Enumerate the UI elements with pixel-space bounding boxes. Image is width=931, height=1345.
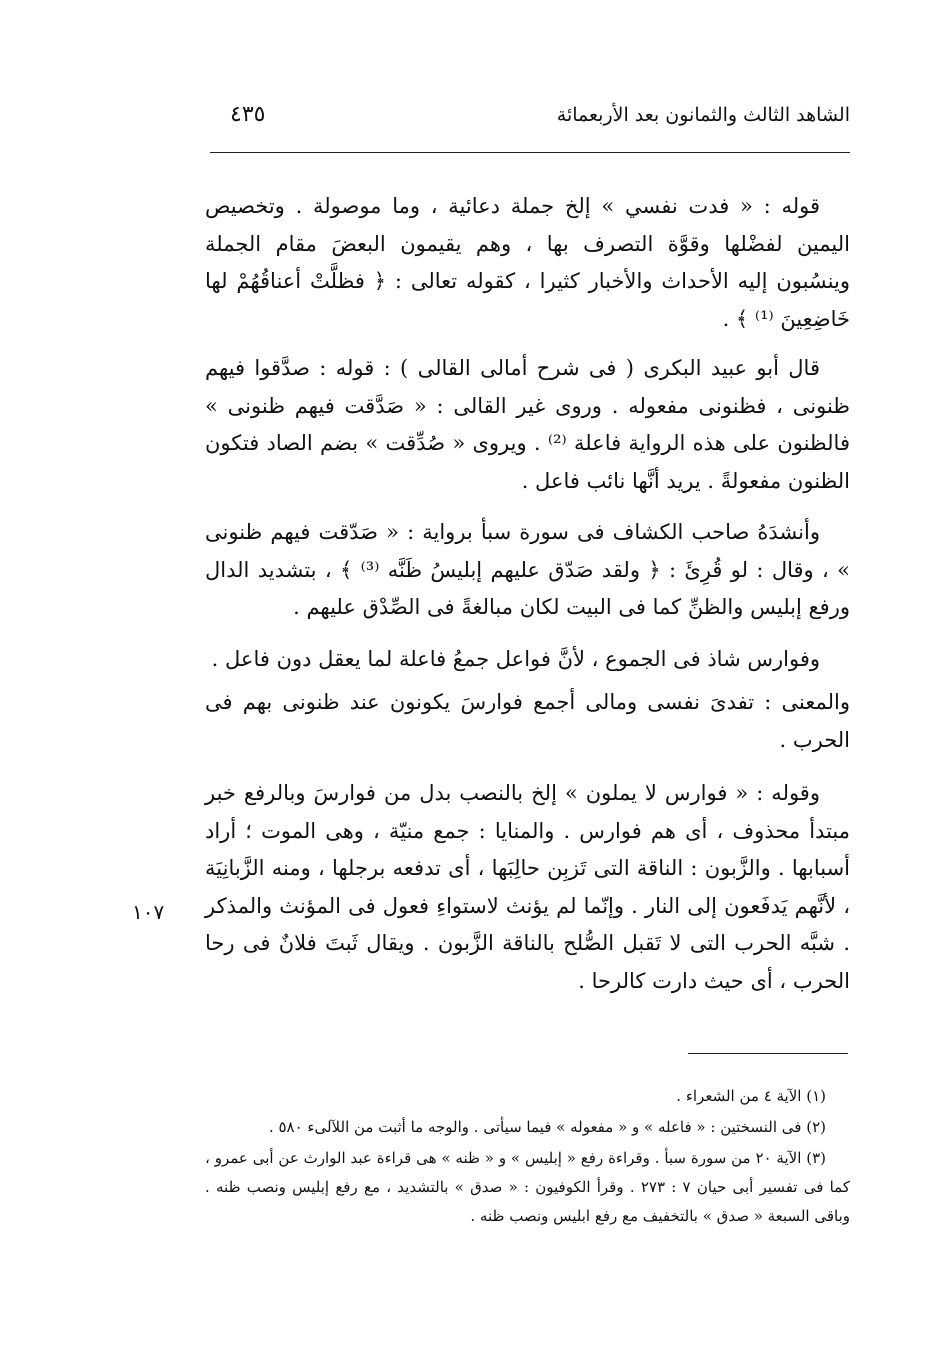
header-rule	[210, 152, 850, 153]
running-title: الشاهد الثالث والثمانون بعد الأربعمائة	[556, 104, 850, 126]
footnotes	[205, 1082, 850, 1233]
paragraph-4: وفوارس شاذ فى الجموع ، لأنَّ فواعل جمعُ فاعلة لما يعقل دون فاعل .	[211, 646, 820, 671]
footnote-3: (٣) الآية ٢٠ من سورة سبأ . وقراءة رفع « إبليس » و « ظنه » هى قراءة عبد الوارث عن أبى عمرو ، كما فى تفسير أبى حيان ٧ : ٢٧٣ . وقرأ الكوفيون : « صدق » بالتشديد ، مع رفع إبليس ونصب ظنه . وباقى السبعة « صدق » بالتخفيف مع رفع ابليس ونصب ظنه .	[205, 1149, 850, 1225]
paragraph-3: وأنشدَهُ صاحب الكشاف فى سورة سبأ برواية : « صَدّقت فيهم ظنونى » ، وقال : لو قُرِئَ : ﴿ ولقد صَدّق عليهم إبليسُ ظَنَّه ⁽³⁾ ﴾ ، بتشديد الدال ورفع إبليس والظنِّ كما فى البيت لكان مبالغةً فى الصِّدْق عليهم .	[205, 520, 850, 619]
running-head	[210, 100, 850, 140]
paragraph-4-meaning: والمعنى : تفدىَ نفسى ومالى أجمع فوارسَ يكونون عند ظنونى بهم فى الحرب .	[205, 690, 850, 752]
paragraph-2: قال أبو عبيد البكرى ( فى شرح أمالى القالى ) : قوله : صدَّقوا فيهم ظنونى ، فظنونى مفعوله . وروى غير القالى : « صَدَّقت فيهم ظنونى » فالظنون على هذه الرواية فاعلة ⁽²⁾ . ويروى « صُدِّقت » بضم الصاد فتكون الظنون مفعولةً . يريد أنَّها نائب فاعل .	[205, 356, 850, 493]
margin-page-reference: ١٠٧	[132, 900, 165, 924]
footnote-rule	[688, 1053, 848, 1054]
paragraph-1: قوله : « فدت نفسي » إلخ جملة دعائية ، وما موصولة . وتخصيص اليمين لفضْلها وقوَّة التصرف بها ، وهم يقيمون البعضَ مقام الجملة وينسُبون إليه الأحداث والأخبار كثيرا ، كقوله تعالى : ﴿ فظلَّتْ أعناقُهُمْ لها خَاضِعِينَ ⁽¹⁾ ﴾ .	[205, 194, 850, 331]
paragraph-5: وقوله : « فوارس لا يملون » إلخ بالنصب بدل من فوارسَ وبالرفع خبر مبتدأ محذوف ، أى هم فوارس . والمنايا : جمع منيّة ، وهى الموت ؛ أراد أسبابها . والزَّبون : الناقة التى تَزبِن حالِبَها ، أى تدفعه برجلها ، ومنه الزَّبانِيَة ، لأنَّهم يَدفَعون إلى النار . وإنّما لم يؤنث لاستواءِ فعول فى المؤنث والمذكر . شبَّه الحرب التى لا تَقبل الصُّلح بالناقة الزَّبون . ويقال ثَبتَ فلانٌ فى رحا الحرب ، أى حيث دارت كالرحا .	[205, 781, 850, 993]
main-text	[205, 188, 850, 1014]
footnote-1: (١) الآية ٤ من الشعراء .	[676, 1087, 826, 1105]
page-number: ٤٣٥	[230, 102, 266, 127]
footnote-2: (٢) فى النسختين : « فاعله » و « مفعوله » فيما سيأتى . والوجه ما أثبت من اللآلىء ٥٨٠ .	[268, 1118, 826, 1136]
